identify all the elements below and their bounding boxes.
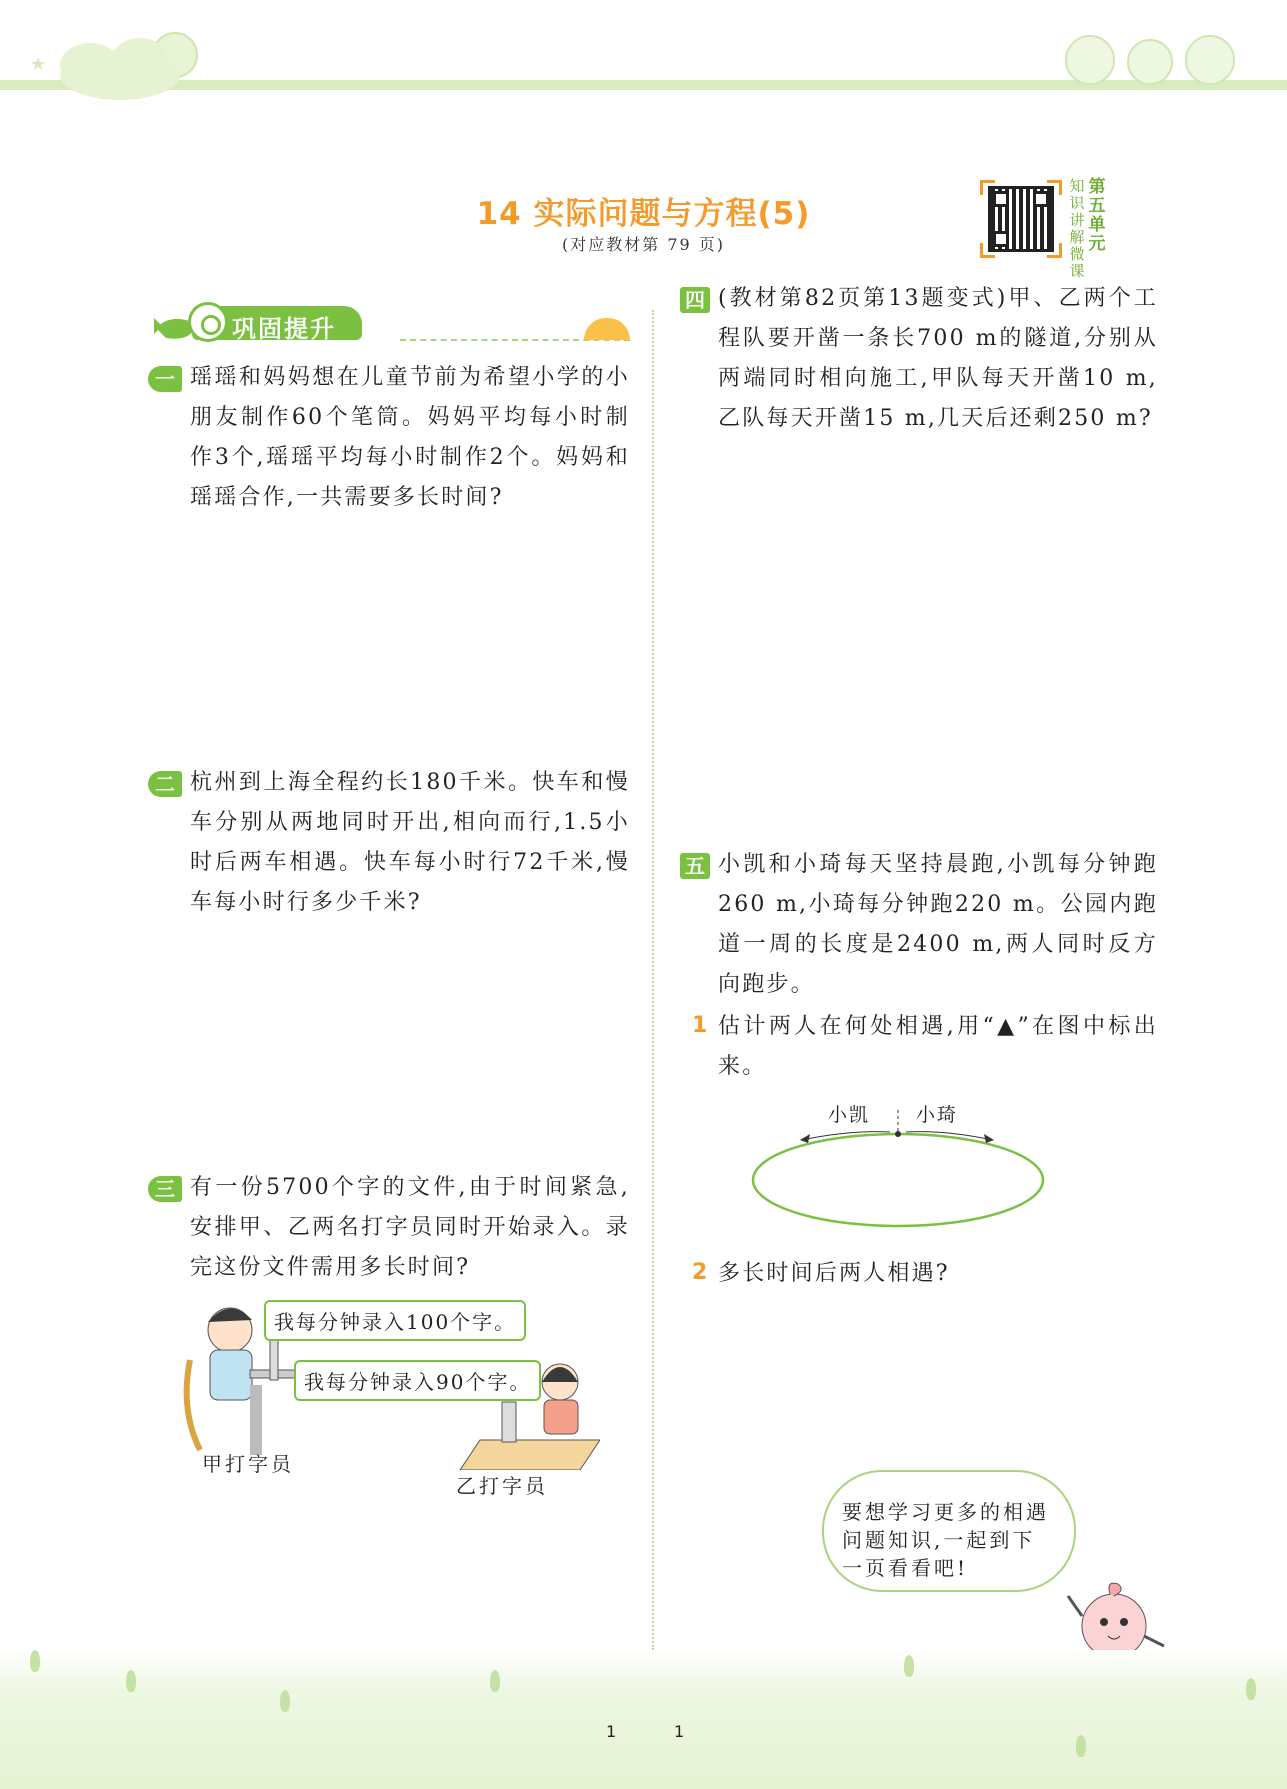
sub-question-2-text: 多长时间后两人相遇? <box>718 1261 950 1286</box>
cloud-sun-decoration <box>20 10 210 110</box>
running-track-diagram <box>740 1090 1060 1230</box>
page-subtitle: (对应教材第 79 页) <box>561 235 726 254</box>
question-badge-3: 三 <box>148 1176 182 1202</box>
sub-question-2-number: 2 <box>692 1260 708 1285</box>
qr-code-icon[interactable] <box>988 186 1054 252</box>
question-4-text: (教材第82页第13题变式)甲、乙两个工程队要开凿一条长700 m的隧道,分别从两端同时相向施工,甲队每天开凿10 m,乙队每天开凿15 m,几天后还剩250 m? <box>718 286 1158 431</box>
tree-icon <box>30 1650 40 1672</box>
question-5-text: 小凯和小琦每天坚持晨跑,小凯每分钟跑260 m,小琦每分钟跑220 m。公园内跑道一周的长度是2400 m,两人同时反方向跑步。 <box>718 852 1158 997</box>
animal-faces-decoration <box>1060 20 1260 90</box>
tree-icon <box>1246 1678 1256 1700</box>
page-title: 14 实际问题与方程(5) <box>476 196 811 232</box>
sub-question-1-text: 估计两人在何处相遇,用“▲”在图中标出来。 <box>718 1014 1158 1079</box>
tree-icon <box>904 1655 914 1677</box>
tree-icon <box>1076 1735 1086 1757</box>
section-label: 巩固提升 <box>232 315 336 343</box>
tree-icon <box>280 1690 290 1712</box>
eye-icon <box>188 302 228 342</box>
page-number-right: 1 <box>674 1722 685 1741</box>
speech-bubble-typist-b: 我每分钟录入90个字。 <box>294 1360 541 1401</box>
footer-landscape <box>0 1650 1287 1789</box>
typist-b-label: 乙打字员 <box>456 1474 548 1498</box>
svg-text:★: ★ <box>30 54 47 75</box>
speech-bubble-typist-a: 我每分钟录入100个字。 <box>264 1300 526 1341</box>
unit-label: 第五单元 <box>1088 177 1106 254</box>
track-label-xiaoqi: 小琦 <box>916 1104 959 1126</box>
tip-text: 要想学习更多的相遇问题知识,一起到下一页看看吧! <box>842 1500 1049 1580</box>
question-badge-4: 四 <box>680 287 710 313</box>
question-2-text: 杭州到上海全程约长180千米。快车和慢车分别从两地同时开出,相向而行,1.5小时后两车相遇。快车每小时行72千米,慢车每小时行多少千米? <box>190 770 630 915</box>
tree-icon <box>126 1670 136 1692</box>
track-label-xiaokai: 小凯 <box>828 1104 871 1126</box>
page-number-left: 1 <box>606 1722 617 1741</box>
column-divider <box>652 310 654 1650</box>
question-badge-1: 一 <box>148 366 182 392</box>
question-badge-5: 五 <box>680 853 710 879</box>
question-badge-2: 二 <box>148 771 182 797</box>
tree-icon <box>490 1670 500 1692</box>
sub-question-1-number: 1 <box>692 1013 708 1038</box>
section-header <box>152 300 397 344</box>
sun-icon <box>584 318 630 340</box>
typist-a-label: 甲打字员 <box>202 1452 294 1476</box>
question-1-text: 瑶瑶和妈妈想在儿童节前为希望小学的小朋友制作60个笔筒。妈妈平均每小时制作3个,瑶瑶平均每小时制作2个。妈妈和瑶瑶合作,一共需要多长时间? <box>190 365 630 510</box>
micro-lesson-label: 知识讲解微课 <box>1069 177 1085 280</box>
question-3-text: 有一份5700个字的文件,由于时间紧急,安排甲、乙两名打字员同时开始录入。录完这份文件需用多长时间? <box>190 1175 630 1280</box>
